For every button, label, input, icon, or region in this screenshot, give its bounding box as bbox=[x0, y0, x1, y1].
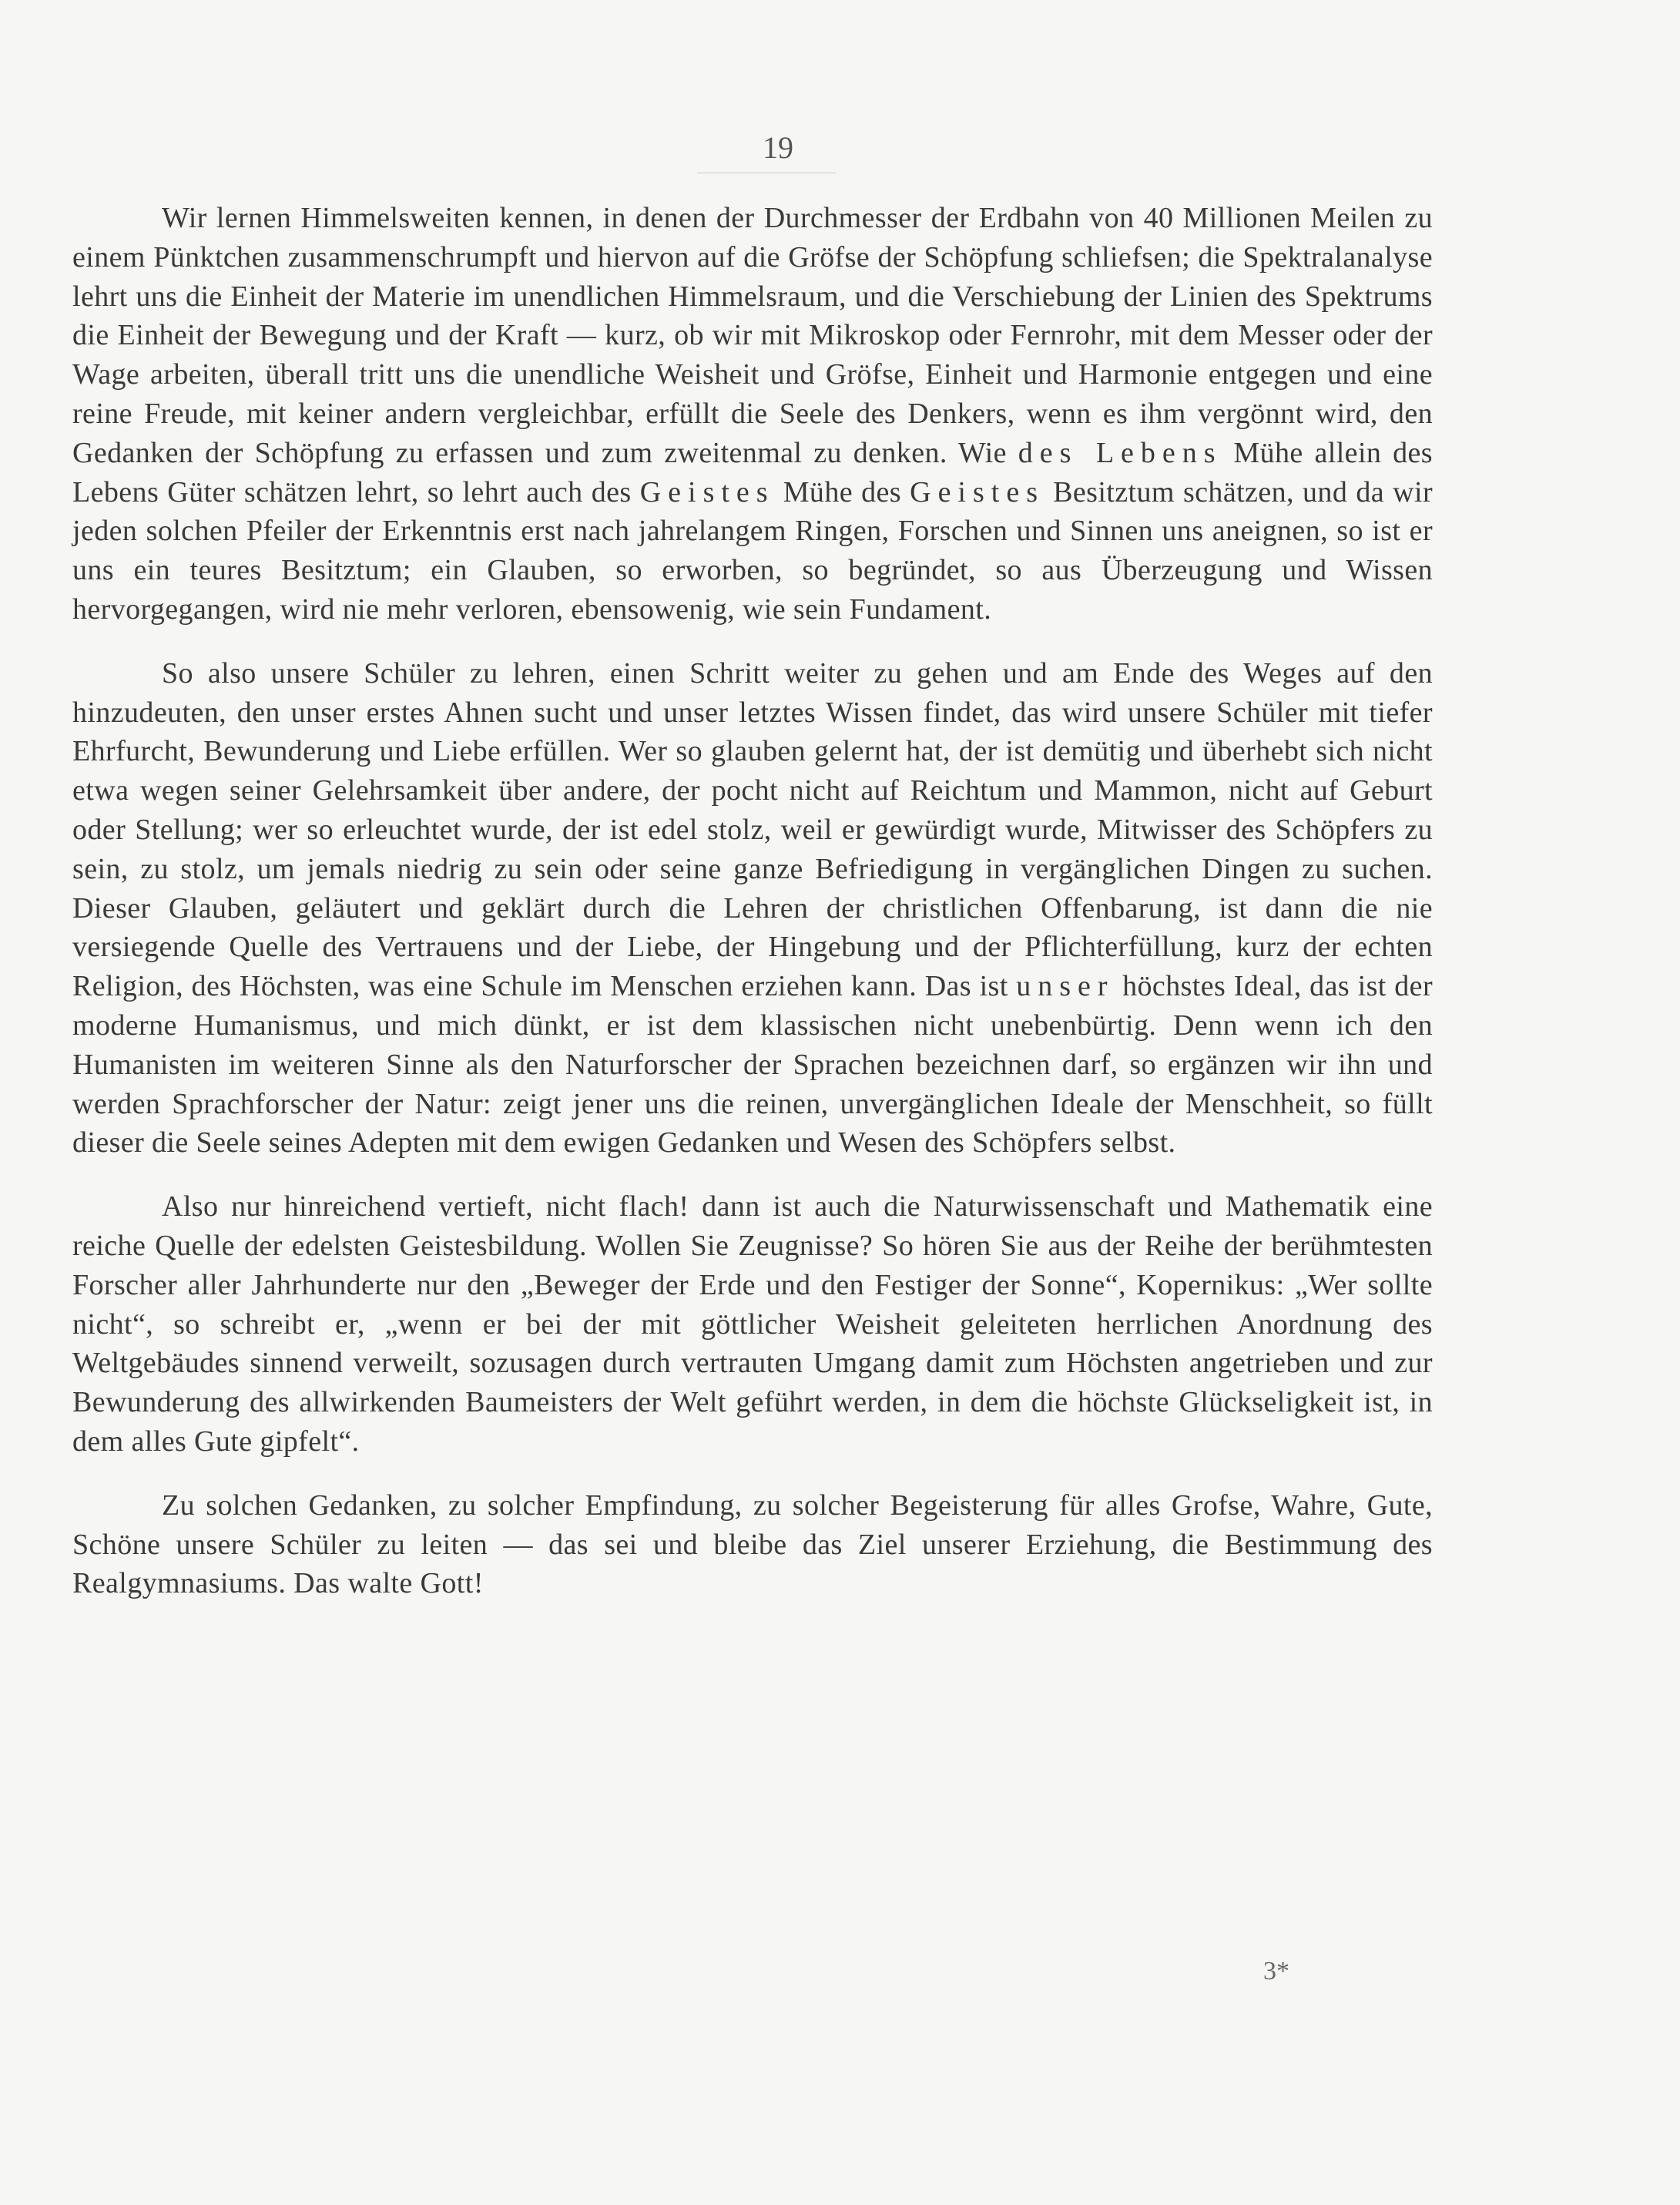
page-number: 19 bbox=[763, 130, 793, 165]
paragraph-1-text-a: Wir lernen Himmelsweiten kennen, in denen der Durchmesser der Erdbahn von 40 Millionen Meilen zu einem Pünktchen zusammenschrumpft und hiervon auf die Gröfse der Schöpfung schliefsen; die Spektralanalyse lehrt uns die Einheit der Materie im unendlichen Himmelsraum, und die Verschiebung der Linien des Spektrums die Einheit der Bewegung und der Kraft — kurz, ob wir mit Mikroskop oder Fernrohr, mit dem Messer oder der Wage arbeiten, überall tritt uns die unendliche Weisheit und Gröfse, Einheit und Harmonie entgegen und eine reine Freude, mit keiner andern vergleichbar, erfüllt die Seele des Denkers, wenn es ihm vergönnt wird, den Gedanken der Schöpfung zu erfassen und zum zweitenmal zu denken. Wie bbox=[72, 202, 1433, 469]
paragraph-1-text-c: Mühe des bbox=[774, 475, 910, 508]
paragraph-4 bbox=[72, 1486, 1433, 1603]
body-text bbox=[72, 199, 1433, 1628]
paragraph-2 bbox=[72, 654, 1433, 1163]
paragraph-1 bbox=[72, 199, 1433, 629]
paragraph-1-text-d: Besitztum schätzen, und da wir jeden solchen Pfeiler der Erkenntnis erst nach jahrelangem Ringen, Forschen und Sinnen uns aneignen, so ist er uns ein teures Besitztum; ein Glauben, so erworben, so begründet, so aus Überzeugung und Wissen hervorgegangen, wird nie mehr verloren, ebensowenig, wie sein Fundament. bbox=[72, 475, 1434, 626]
paragraph-2-spaced-a: unser bbox=[1016, 970, 1115, 1003]
signature-mark: 3* bbox=[1263, 1957, 1289, 1985]
paragraph-1-spaced-c: Geistes bbox=[910, 475, 1045, 508]
paragraph-2-text-a: So also unsere Schüler zu lehren, einen Schritt weiter zu gehen und am Ende des Weges auf den hinzudeuten, den unser erstes Ahnen sucht und unser letztes Wissen findet, das wird unsere Schüler mit tiefer Ehrfurcht, Bewunderung und Liebe erfüllen. Wer so glauben gelernt hat, der ist demütig und überhebt sich nicht etwa wegen seiner Gelehrsamkeit über andere, der pocht nicht auf Reichtum und Mammon, nicht auf Geburt oder Stellung; wer so erleuchtet wurde, der ist edel stolz, weil er gewürdigt wurde, Mitwisser des Schöpfers zu sein, zu stolz, um jemals niedrig zu sein oder seine ganze Befriedigung in vergänglichen Dingen zu suchen. Dieser Glauben, geläutert und geklärt durch die Lehren der christlichen Offenbarung, ist dann die nie versiegende Quelle des Vertrauens und der Liebe, der Hingebung und der Pflichterfüllung, kurz der echten Religion, des Höchsten, was eine Schule im Menschen erziehen kann. Das ist bbox=[72, 656, 1433, 1003]
paragraph-4-text: Zu solchen Gedanken, zu solcher Empfindung, zu solcher Begeisterung für alles Grofse, Wahre, Gute, Schöne unsere Schüler zu leiten — das sei und bleibe das Ziel unserer Erziehung, die Bestimmung des Realgymnasiums. Das walte Gott! bbox=[72, 1488, 1433, 1600]
paragraph-1-spaced-b: Geistes bbox=[639, 475, 775, 508]
paragraph-2-text-b: höchstes Ideal, das ist der moderne Humanismus, und mich dünkt, er ist dem klassischen nicht unebenbürtig. Denn wenn ich den Humanisten im weiteren Sinne als den Naturforscher der Sprachen bezeichnen darf, so ergänzen wir ihn und werden Sprachforscher der Natur: zeigt jener uns die reinen, unvergänglichen Ideale der Menschheit, so füllt dieser die Seele seines Adepten mit dem ewigen Gedanken und Wesen des Schöpfers selbst. bbox=[72, 970, 1434, 1160]
paragraph-3-text: Also nur hinreichend vertieft, nicht flach! dann ist auch die Naturwissenschaft und Mathematik eine reiche Quelle der edelsten Geistesbildung. Wollen Sie Zeugnisse? So hören Sie aus der Reihe der berühmtesten Forscher aller Jahrhunderte nur den „Beweger der Erde und den Festiger der Sonne“, Kopernikus: „Wer sollte nicht“, so schreibt er, „wenn er bei der mit göttlicher Weisheit geleiteten herrlichen Anordnung des Weltgebäudes sinnend verweilt, sozusagen durch vertrauten Umgang damit zum Höchsten angetrieben und zur Bewunderung des allwirkenden Baumeisters der Welt geführt werden, in dem die höchste Glückseligkeit ist, in dem alles Gute gipfelt“. bbox=[72, 1190, 1433, 1458]
paragraph-3 bbox=[72, 1187, 1433, 1462]
paragraph-1-spaced-a: des Lebens bbox=[1018, 436, 1222, 469]
paragraph-1-text-b: Mühe allein des Lebens Güter schätzen lehrt, so lehrt auch des bbox=[72, 436, 1433, 508]
